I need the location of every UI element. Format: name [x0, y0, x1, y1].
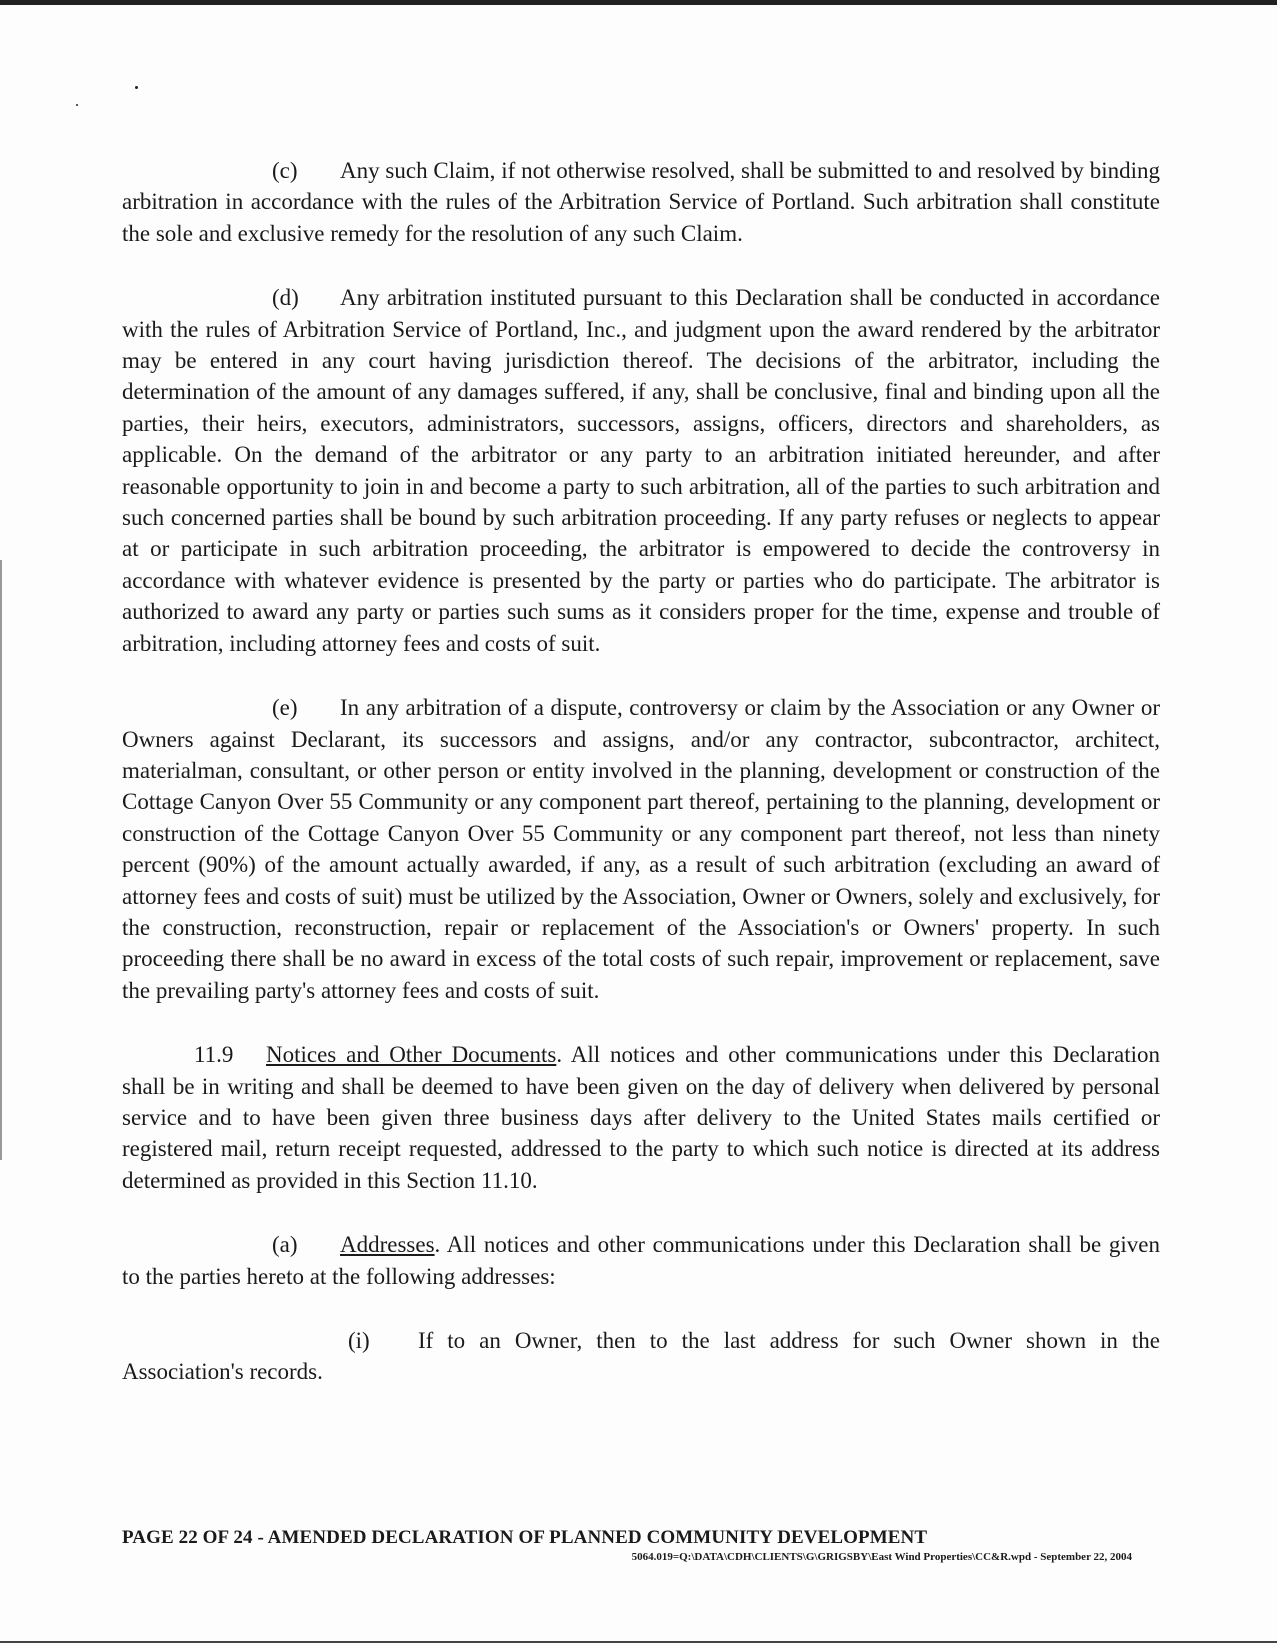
bottom-scan-border [0, 1641, 1277, 1643]
page-footer [122, 1527, 1132, 1563]
paragraph-e [122, 692, 1160, 1006]
paragraph-heading: Addresses [340, 1232, 435, 1258]
paragraph-text: Any arbitration instituted pursuant to this Declaration shall be conducted in accordance with the rules of Arbitration Service of Portland, Inc., and judgment upon the award rendered by the arbitrator may be entered in any court having jurisdiction thereof. The decisions of the arbitrator, including the determination of the amount of any damages suffered, if any, shall be conclusive, final and binding upon all the parties, their heirs, executors, administrators, successors, assigns, officers, directors and shareholders, as applicable. On the demand of the arbitrator or any party to an arbitration initiated hereunder, and after reasonable opportunity to join in and become a party to such arbitration, all of the parties to such arbitration and such concerned parties shall be bound by such arbitration proceeding. If any party refuses or neglects to appear at or participate in such arbitration proceeding, the arbitrator is empowered to decide the controversy in accordance with whatever evidence is presented by the party or parties who do participate. The arbitrator is authorized to award any party or parties such sums as it considers proper for the time, expense and trouble of arbitration, including attorney fees and costs of suit. [122, 285, 1160, 656]
paragraph-label: (i) [348, 1328, 370, 1353]
paragraph-text: In any arbitration of a dispute, controversy or claim by the Association or any Owner or Owners against Declarant, its successors and assigns, and/or any contractor, subcontractor, architect, materialman, consultant, or other person or entity involved in the planning, development or construction of the Cottage Canyon Over 55 Community or any component part thereof, pertaining to the planning, development or construction of the Cottage Canyon Over 55 Community or any component part thereof, not less than ninety percent (90%) of the amount actually awarded, if any, as a result of such arbitration (excluding an award of attorney fees and costs of suit) must be utilized by the Association, Owner or Owners, solely and exclusively, for the construction, reconstruction, repair or replacement of the Association's or Owners' property. In such proceeding there shall be no award in excess of the total costs of such repair, improvement or replacement, save the prevailing party's attorney fees and costs of suit. [122, 695, 1160, 1003]
paragraph-a [122, 1229, 1160, 1292]
section-text: . All notices and other communications under this Declaration shall be in writing and shall be deemed to have been given on the day of delivery when delivered by personal service and to have been given three business days after delivery to the United States mails certified or registered mail, return receipt requested, addressed to the party to which such notice is directed at its address determined as provided in this Section 11.10. [122, 1042, 1160, 1193]
paragraph-text: Any such Claim, if not otherwise resolved, shall be submitted to and resolved by binding arbitration in accordance with the rules of the Arbitration Service of Portland. Such arbitration shall constitute the sole and exclusive remedy for the resolution of any such Claim. [122, 158, 1160, 246]
footer-title: PAGE 22 OF 24 - AMENDED DECLARATION OF PLANNED COMMUNITY DEVELOPMENT [122, 1527, 928, 1548]
paragraph-c [122, 155, 1160, 249]
paragraph-label: (e) [272, 695, 298, 721]
paragraph-label: (a) [272, 1232, 298, 1258]
paragraph-text: If to an Owner, then to the last address for such Owner shown in the Association's records. [122, 1328, 1160, 1385]
top-scan-border [0, 0, 1277, 5]
document-body [122, 155, 1160, 1388]
paragraph-d [122, 282, 1160, 659]
paragraph-text: . All notices and other communications under this Declaration shall be given to the parties hereto at the following addresses: [122, 1232, 1160, 1289]
footer-file-path: 5064.019=Q:\DATA\CDH\CLIENTS\G\GRIGSBY\East Wind Properties\CC&R.wpd - September 22, 2004 [631, 1551, 1132, 1563]
section-11-9 [122, 1039, 1160, 1196]
scan-speck [76, 104, 78, 106]
section-number: 11.9 [194, 1042, 234, 1068]
section-heading: Notices and Other Documents [266, 1042, 557, 1068]
paragraph-label: (d) [272, 285, 299, 311]
paragraph-i [122, 1325, 1160, 1388]
paragraph-label: (c) [272, 158, 298, 183]
scan-speck [135, 86, 138, 89]
left-scan-edge [0, 560, 2, 1160]
